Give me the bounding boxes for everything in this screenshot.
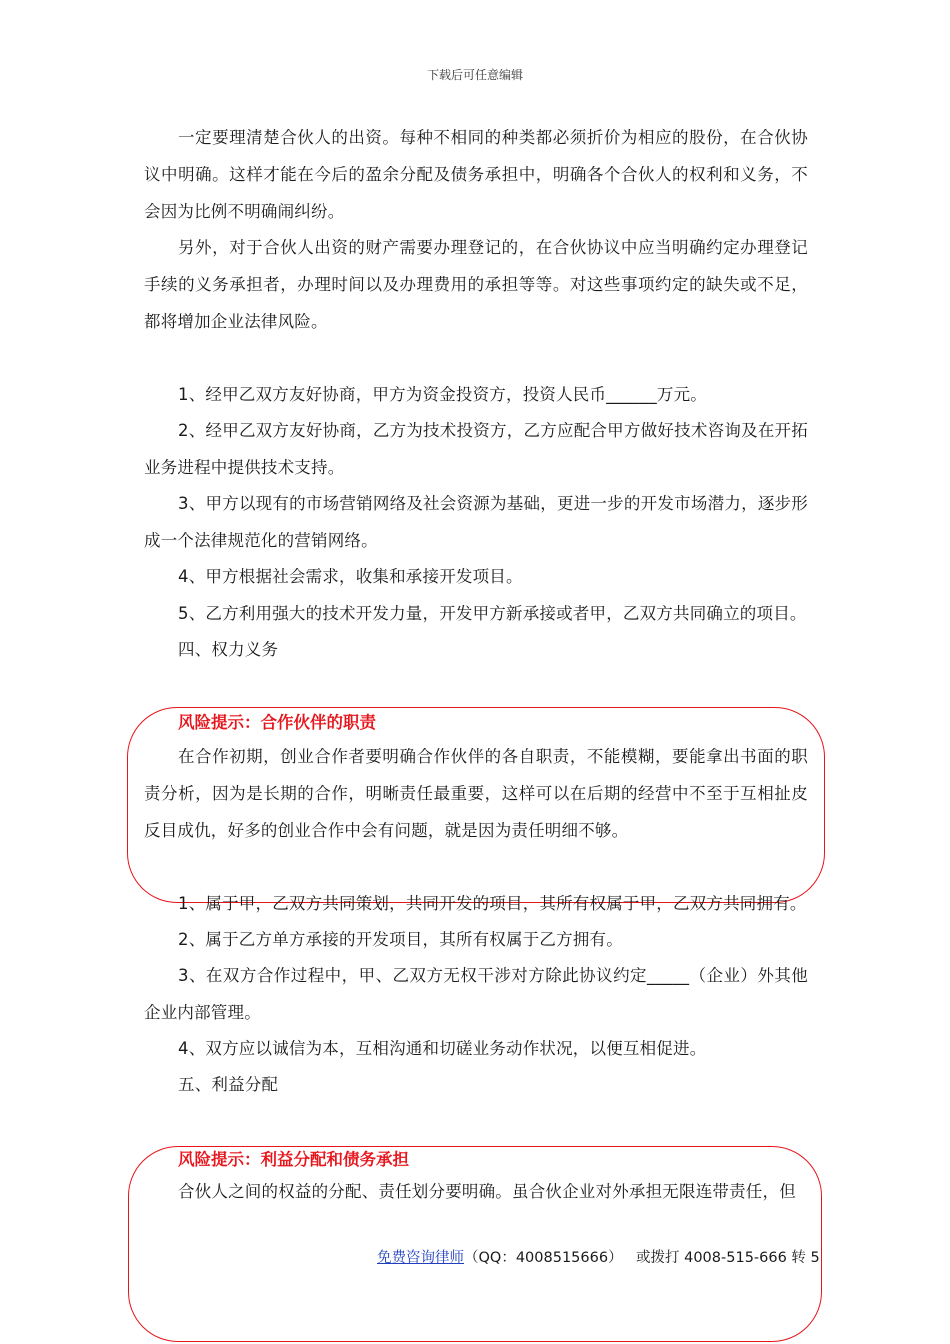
footer-phone: 或拨打 4008-515-666 转 5 — [636, 1250, 820, 1266]
clause-item-4: 4、甲方根据社会需求，收集和承接开发项目。 — [178, 567, 523, 586]
footer-qq: （QQ：4008515666） — [464, 1250, 623, 1266]
risk-body-profit-debt: 合伙人之间的权益的分配、责任划分要明确。虽合伙企业对外承担无限连带责任，但 — [178, 1182, 796, 1201]
clause-item-2: 2、经甲乙双方友好协商，乙方为技术投资方，乙方应配合甲方做好技术咨询及在开拓业务进程中提供技术支持。 — [144, 421, 808, 477]
clause-item-1: 1、经甲乙双方友好协商，甲方为资金投资方，投资人民币______万元。 — [178, 385, 707, 404]
ownership-item-4: 4、双方应以诚信为本，互相沟通和切磋业务动作状况，以便互相促进。 — [178, 1039, 707, 1058]
section-heading-rights-obligations: 四、权力义务 — [178, 640, 279, 659]
section-heading-profit-distribution: 五、利益分配 — [178, 1075, 279, 1094]
footer-consult — [377, 1246, 623, 1267]
paragraph-partner-contribution: 一定要理清楚合伙人的出资。每种不相同的种类都必须折价为相应的股份，在合伙协议中明确。这样才能在今后的盈余分配及债务承担中，明确各个合伙人的权利和义务，不会因为比例不明确闹纠纷。 — [144, 128, 808, 221]
page-header: 下载后可任意编辑 — [426, 68, 523, 82]
risk-title-partner-duties: 风险提示：合作伙伴的职责 — [178, 713, 376, 732]
clause-item-3: 3、甲方以现有的市场营销网络及社会资源为基础，更进一步的开发市场潜力，逐步形成一个法律规范化的营销网络。 — [144, 494, 808, 550]
ownership-item-1: 1、属于甲，乙双方共同策划，共同开发的项目，其所有权属于甲，乙双方共同拥有。 — [178, 894, 807, 913]
consult-lawyer-link[interactable]: 免费咨询律师 — [377, 1250, 464, 1266]
risk-body-partner-duties: 在合作初期，创业合作者要明确合作伙伴的各自职责，不能模糊，要能拿出书面的职责分析，因为是长期的合作，明晰责任最重要，这样可以在后期的经营中不至于互相扯皮反目成仇，好多的创业合作中会有问题，就是因为责任明细不够。 — [144, 747, 808, 840]
ownership-item-2: 2、属于乙方单方承接的开发项目，其所有权属于乙方拥有。 — [178, 930, 623, 949]
risk-title-profit-debt: 风险提示：利益分配和债务承担 — [178, 1150, 409, 1169]
paragraph-property-registration: 另外，对于合伙人出资的财产需要办理登记的，在合伙协议中应当明确约定办理登记手续的义务承担者，办理时间以及办理费用的承担等等。对这些事项约定的缺失或不足，都将增加企业法律风险。 — [144, 238, 808, 331]
clause-item-5: 5、乙方利用强大的技术开发力量，开发甲方新承接或者甲，乙双方共同确立的项目。 — [178, 604, 807, 623]
ownership-item-3: 3、在双方合作过程中，甲、乙双方无权干涉对方除此协议约定_____（企业）外其他企业内部管理。 — [144, 966, 808, 1022]
